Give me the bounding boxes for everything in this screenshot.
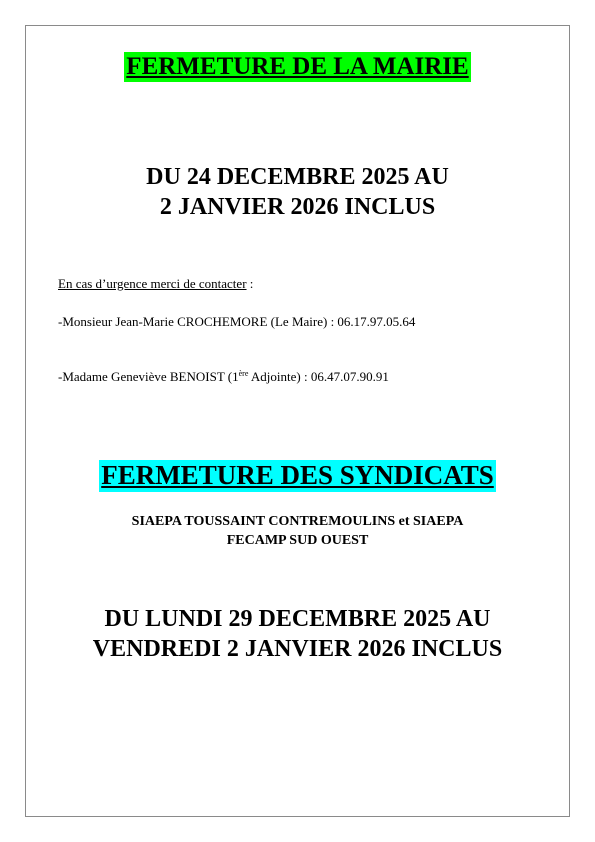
mairie-dates-line-1: DU 24 DECEMBRE 2025 AU	[146, 164, 449, 190]
syndicats-names-line-1: SIAEPA TOUSSAINT CONTREMOULINS et SIAEPA	[131, 514, 464, 529]
emergency-intro-colon: :	[246, 276, 254, 291]
contact-maire: -Monsieur Jean-Marie CROCHEMORE (Le Maire) : 06.17.97.05.64	[58, 314, 416, 329]
contact-adjointe-name: -Madame Geneviève BENOIST (1	[58, 369, 239, 384]
contact-adjointe-ordinal: ère	[238, 369, 249, 378]
syndicats-closure-heading	[25, 460, 570, 492]
contact-adjointe-phone: Adjointe) : 06.47.07.90.91	[248, 369, 389, 384]
syndicats-names	[25, 512, 570, 550]
syndicats-closure-title: FERMETURE DES SYNDICATS	[101, 460, 494, 490]
emergency-intro-label: En cas d’urgence merci de contacter	[58, 276, 247, 291]
contact-adjointe	[58, 369, 389, 385]
mairie-closure-title: FERMETURE DE LA MAIRIE	[126, 53, 469, 80]
syndicats-dates-line-1: DU LUNDI 29 DECEMBRE 2025 AU	[104, 606, 491, 632]
mairie-closure-heading	[25, 52, 570, 82]
syndicats-names-line-2: FECAMP SUD OUEST	[226, 533, 369, 548]
page-border	[25, 25, 570, 817]
mairie-closure-dates	[25, 162, 570, 222]
syndicats-dates-line-2: VENDREDI 2 JANVIER 2026 INCLUS	[92, 636, 503, 662]
syndicats-closure-dates	[25, 604, 570, 664]
emergency-intro	[58, 276, 253, 292]
mairie-dates-line-2: 2 JANVIER 2026 INCLUS	[159, 194, 436, 220]
